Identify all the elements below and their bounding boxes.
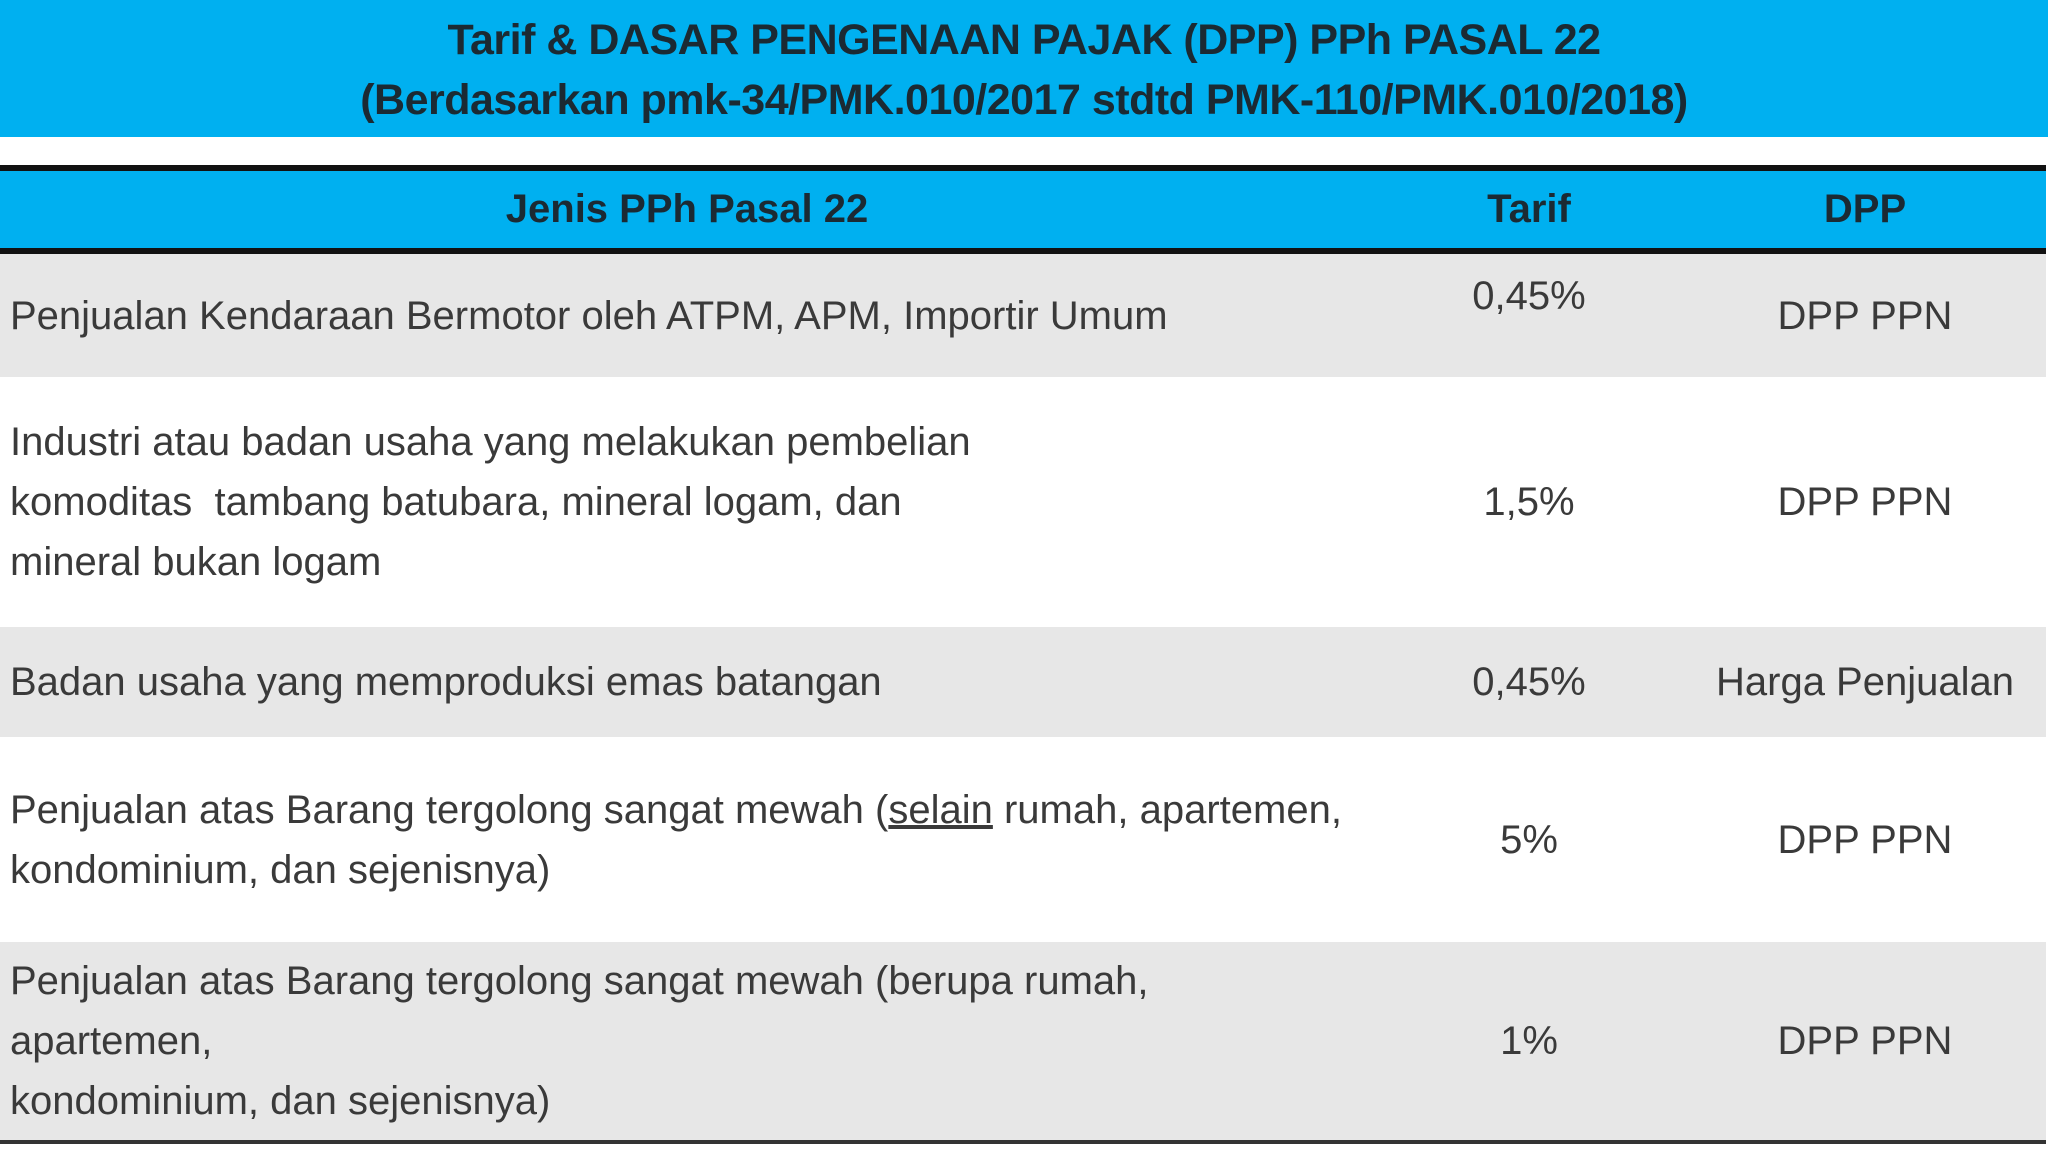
cell-jenis: Penjualan atas Barang tergolong sangat mewah (selain rumah, apartemen, kondominium, dan sejenisnya) xyxy=(10,787,1342,892)
cell-dpp: Harga Penjualan xyxy=(1716,660,2014,704)
header-tarif: Tarif xyxy=(1487,187,1571,231)
cell-tarif: 0,45% xyxy=(1472,660,1586,704)
cell-jenis: Penjualan atas Barang tergolong sangat mewah (berupa rumah, apartemen, kondominium, dan sejenisnya) xyxy=(10,959,1149,1123)
cell-tarif: 0,45% xyxy=(1472,274,1586,318)
cell-tarif: 1% xyxy=(1500,1019,1558,1063)
cell-jenis: Industri atau badan usaha yang melakukan pembelian komoditas tambang batubara, mineral logam, dan mineral bukan logam xyxy=(10,420,971,584)
table-header-row xyxy=(0,165,2046,254)
cell-dpp: DPP PPN xyxy=(1777,817,1953,862)
underlined-word: selain xyxy=(888,787,993,832)
table-row xyxy=(0,737,2046,942)
table-title: Tarif & DASAR PENGENAAN PAJAK (DPP) PPh PASAL 22 xyxy=(447,16,1601,64)
table-row xyxy=(0,942,2046,1140)
table-row xyxy=(0,254,2046,377)
cell-jenis: Penjualan Kendaraan Bermotor oleh ATPM, APM, Importir Umum xyxy=(10,293,1168,338)
cell-tarif: 1,5% xyxy=(1483,480,1575,524)
header-dpp: DPP xyxy=(1823,187,1907,231)
cell-tarif: 5% xyxy=(1500,817,1558,862)
cell-jenis: Badan usaha yang memproduksi emas batangan xyxy=(10,660,882,704)
table-row xyxy=(0,627,2046,737)
cell-dpp: DPP PPN xyxy=(1777,293,1953,338)
table-bottom-rule xyxy=(0,1140,2046,1144)
table-row xyxy=(0,377,2046,627)
cell-dpp: DPP PPN xyxy=(1777,480,1953,524)
title-banner xyxy=(0,0,2048,137)
table-subtitle: (Berdasarkan pmk-34/PMK.010/2017 stdtd PMK-110/PMK.010/2018) xyxy=(360,76,1688,124)
header-jenis: Jenis PPh Pasal 22 xyxy=(505,187,869,231)
tax-rate-table xyxy=(0,165,2046,1144)
cell-dpp: DPP PPN xyxy=(1777,1019,1953,1063)
